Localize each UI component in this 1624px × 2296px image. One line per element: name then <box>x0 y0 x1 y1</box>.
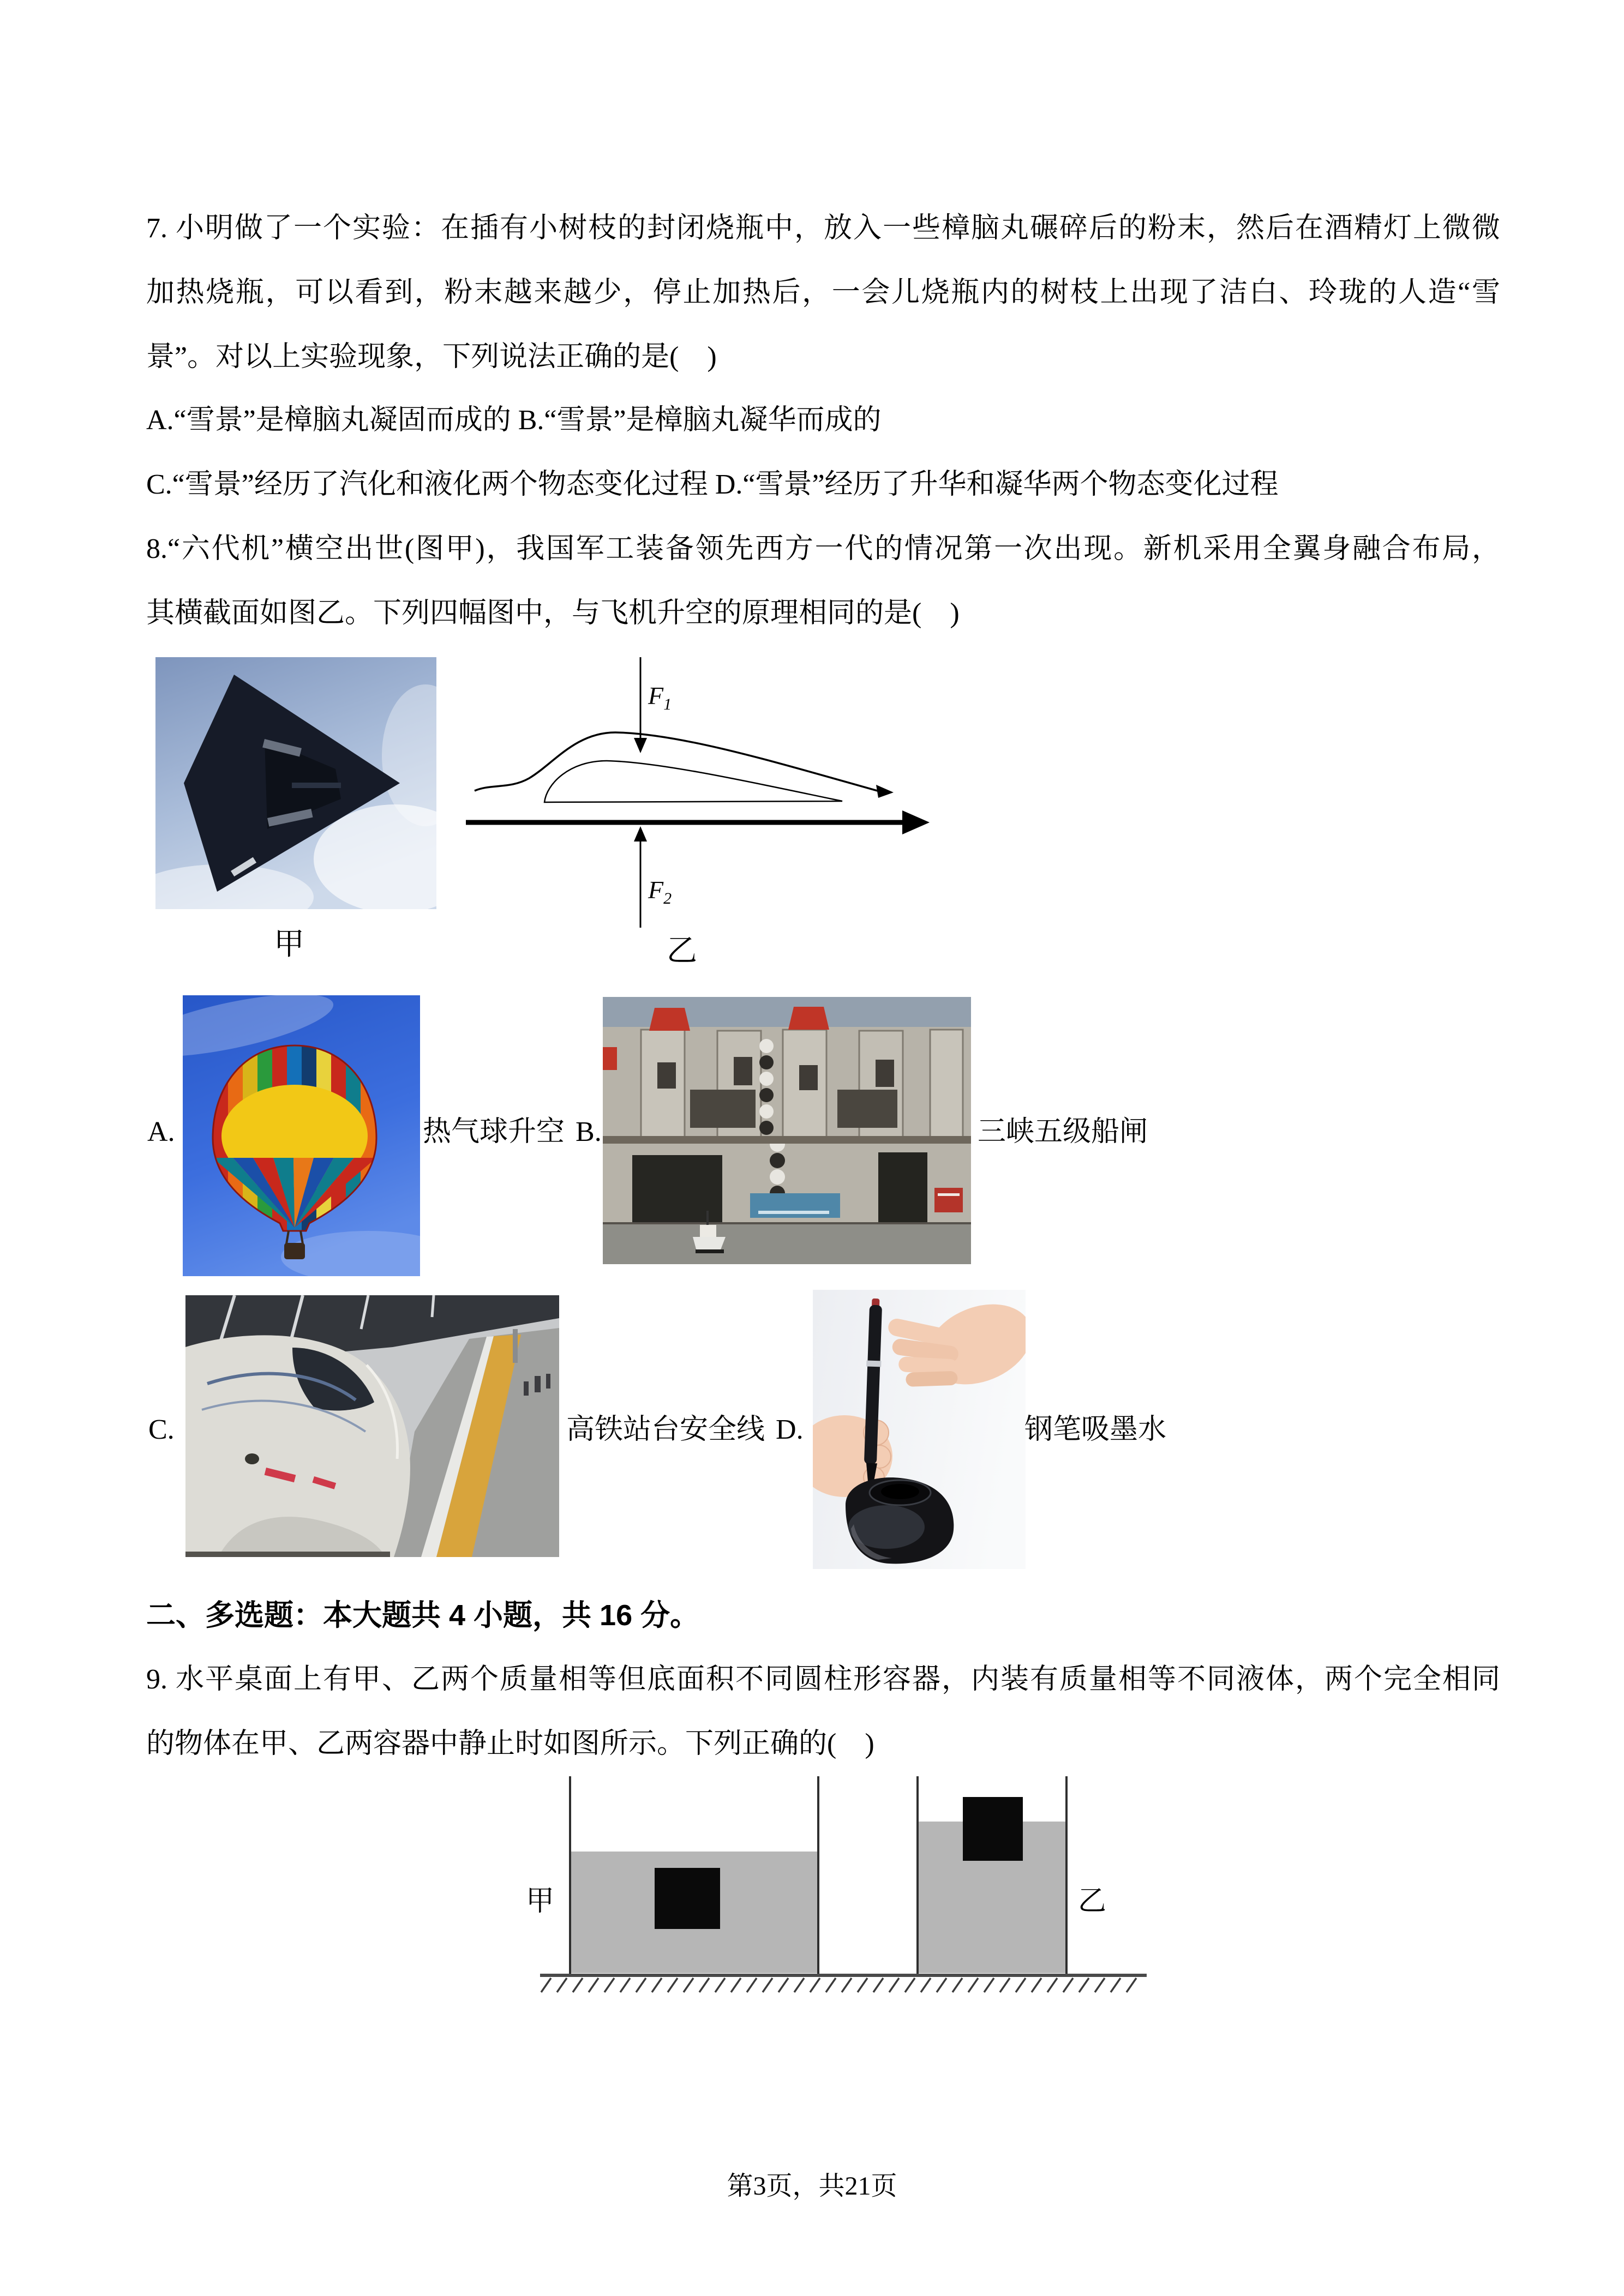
passenger-silhouette <box>546 1374 550 1389</box>
platform-pillar <box>513 1329 518 1363</box>
question-9 <box>146 1648 1500 1776</box>
page-number-footer: 第3页，共21页 <box>727 2172 897 2201</box>
q7-option-ab: A.“雪景”是樟脑丸凝固而成的 B.“雪景”是樟脑丸凝华而成的 <box>146 405 882 436</box>
q9-line2: 的物体在甲、乙两容器中静止时如图所示。下列正确的( ) <box>146 1728 874 1759</box>
ceiling-beam <box>432 1295 434 1317</box>
airfoil-diagram-svg <box>453 646 933 941</box>
ship-lock-photo-svg <box>603 997 971 1264</box>
section-2-header: 二、多选题：本大题共 4 小题，共 16 分。 <box>146 1599 700 1632</box>
question-8 <box>146 517 1500 646</box>
option-c-label: C. <box>148 1414 175 1445</box>
window-opening <box>657 1062 676 1089</box>
question-7 <box>146 196 1500 389</box>
option-c-caption-row <box>566 1414 804 1446</box>
q7-line1: 7. 小明做了一个实验：在插有小树枝的封闭烧瓶中，放入一些樟脑丸碾碎后的粉末，然后在酒精灯上微微 <box>146 213 1500 244</box>
blue-sign <box>750 1193 840 1218</box>
containers-diagram <box>518 1775 1151 1993</box>
train-photo-svg <box>185 1295 559 1557</box>
balloon-basket <box>284 1243 305 1259</box>
train-skirt <box>185 1552 390 1557</box>
wing-cross-section <box>544 761 842 802</box>
option-a-label: A. <box>147 1116 175 1147</box>
option-a-caption-row <box>423 1116 602 1149</box>
ground-hatching <box>541 1978 1136 1992</box>
aircraft-detail <box>292 783 341 788</box>
submerged-object-left <box>655 1868 720 1929</box>
boat-cabin <box>700 1225 716 1238</box>
option-c-caption: 高铁站台安全线 <box>566 1414 765 1445</box>
q7-line2: 加热烧瓶，可以看到，粉末越来越少，停止加热后，一会儿烧瓶内的树枝上出现了洁白、玲珑的人造“雪 <box>146 277 1500 308</box>
container-jia-label: 甲 <box>526 1886 555 1917</box>
train-photo <box>185 1295 559 1557</box>
option-a-caption: 热气球升空 <box>423 1116 565 1147</box>
dark-lock-gate <box>632 1155 722 1223</box>
pen-ink-photo <box>813 1290 1026 1569</box>
ground-line <box>540 1974 1147 1977</box>
streamline-arrowhead <box>876 785 894 798</box>
container-yi-label: 乙 <box>1078 1886 1107 1917</box>
gate-recess <box>690 1090 756 1128</box>
option-d-caption: 钢笔吸墨水 <box>1024 1414 1167 1445</box>
f2-label: $F_2$ <box>648 876 672 907</box>
q9-line1: 9. 水平桌面上有甲、乙两个质量相等但底面积不同圆柱形容器，内装有质量相等不同液体，两个完全相同 <box>146 1664 1500 1695</box>
ship-lock-photo <box>603 997 971 1264</box>
boat-hull <box>693 1237 726 1251</box>
passenger-silhouette <box>535 1376 541 1392</box>
headlight <box>245 1453 259 1464</box>
option-b-caption: 三峡五级船闸 <box>978 1116 1148 1147</box>
q8-line2: 其横截面如图乙。下列四幅图中，与飞机升空的原理相同的是( ) <box>146 598 960 629</box>
dark-lock-gate <box>878 1152 927 1222</box>
passenger-silhouette <box>524 1381 529 1396</box>
q7-line3: 景”。对以上实验现象，下列说法正确的是( ) <box>146 341 717 372</box>
q8-line1: 8.“六代机”横空出世(图甲)，我国军工装备领先西方一代的情况第一次出现。新机采用全翼身融合布局， <box>146 533 1500 564</box>
pen-ink-photo-svg <box>813 1290 1026 1569</box>
balloon-photo-svg <box>183 995 420 1276</box>
red-crane-top <box>788 1007 829 1030</box>
q7-options <box>146 388 1500 517</box>
gate-recess <box>837 1090 897 1128</box>
option-d-label: D. <box>776 1414 804 1445</box>
f1-label: $F_1$ <box>648 682 672 713</box>
lock-tower <box>930 1030 963 1139</box>
sign-text-line <box>938 1193 960 1196</box>
red-structure <box>603 1047 617 1070</box>
red-sign <box>934 1188 963 1212</box>
window-opening <box>799 1065 818 1090</box>
hot-air-balloon-photo <box>183 995 420 1276</box>
boat-waterline <box>696 1249 724 1253</box>
airflow-arrowhead <box>902 810 930 834</box>
floating-object-right <box>963 1797 1023 1861</box>
option-b-label: B. <box>576 1116 602 1147</box>
q7-option-cd: C.“雪景”经历了汽化和液化两个物态变化过程 D.“雪景”经历了升华和凝华两个物态变化过程 <box>146 469 1279 500</box>
figure-jia-label: 甲 <box>274 928 304 961</box>
window-opening <box>876 1060 894 1087</box>
window-opening <box>734 1057 752 1085</box>
airfoil-diagram <box>453 646 933 941</box>
containers-diagram-svg <box>518 1775 1151 1993</box>
aircraft-photo-svg <box>155 657 436 909</box>
water <box>603 1223 971 1264</box>
sign-text-line <box>758 1211 829 1214</box>
red-crane-top <box>649 1008 690 1031</box>
aircraft-photo <box>155 657 436 909</box>
figure-yi-label: 乙 <box>667 934 697 968</box>
horizontal-beam <box>603 1136 971 1144</box>
f1-arrowhead-down <box>634 738 647 753</box>
